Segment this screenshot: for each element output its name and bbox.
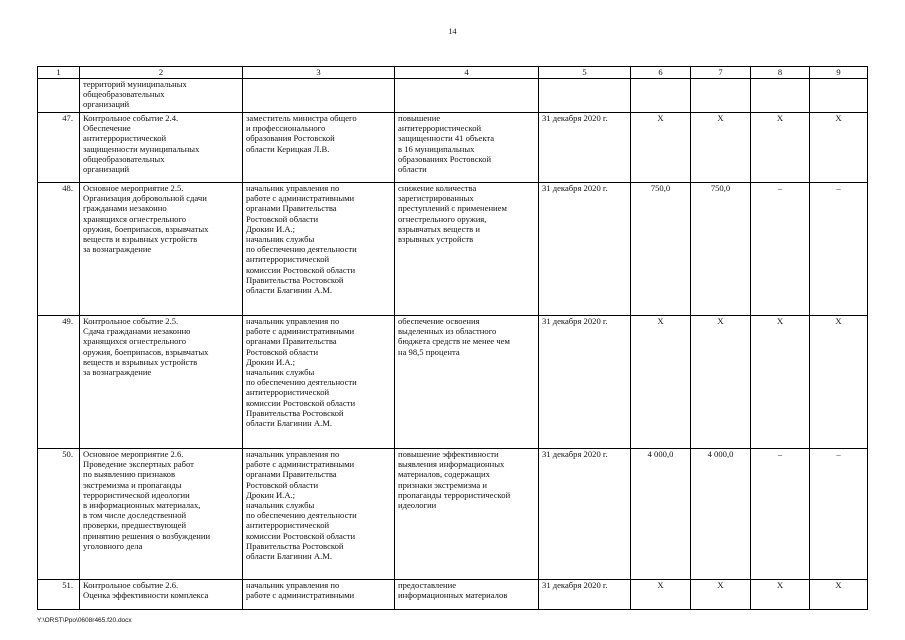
funding-value: Х	[776, 580, 784, 590]
file-path-footer: Y:\ORST\Ppo\0608r465.f20.docx	[37, 617, 132, 624]
responsible-person: начальник управления по работе с административными органами Правительства Ростовской области Дрокин И.А.; начальник службы по обеспечению деятельности антитеррористической комиссии Ростовской области Правительства Ростовской области Благинин А.М.	[246, 316, 357, 429]
funding-value: 4 000,0	[707, 449, 734, 459]
funding-value: Х	[835, 316, 842, 326]
due-date: 31 декабря 2020 г.	[542, 580, 608, 590]
expected-result: обеспечение освоения выделенных из областного бюджета средств не менее чем на 98,5 процента	[398, 316, 510, 357]
funding-value: –	[836, 449, 841, 459]
responsible-person: заместитель министра общего и профессионального образования Ростовской области Керицкая Л.В.	[246, 113, 357, 154]
due-date: 31 декабря 2020 г.	[542, 316, 608, 326]
expected-result: предоставление информационных материалов	[398, 580, 508, 601]
due-date: 31 декабря 2020 г.	[542, 113, 608, 123]
event-name: Контрольное событие 2.4. Обеспечение антитеррористической защищенности муниципальных общеобразовательных организаций	[83, 113, 200, 175]
funding-value: Х	[776, 316, 784, 326]
responsible-person: начальник управления по работе с административными органами Правительства Ростовской области Дрокин И.А.; начальник службы по обеспечению деятельности антитеррористической комиссии Ростовской области Правительства Ростовской области Благинин А.М.	[246, 449, 357, 562]
funding-value: 4 000,0	[647, 449, 674, 459]
row-number: 49.	[62, 316, 73, 326]
funding-value: 750,0	[710, 183, 731, 193]
expected-result: повышение эффективности выявления информационных материалов, содержащих признаки экстремизма и пропаганды террористической идеологии	[398, 449, 511, 511]
row-number: 50.	[62, 449, 73, 459]
column-number: 2	[80, 67, 243, 79]
table-row	[38, 316, 868, 449]
event-name: территорий муниципальных общеобразовательных организаций	[83, 79, 187, 110]
page-number: 14	[448, 27, 457, 36]
table-row	[38, 113, 868, 183]
column-number: 9	[810, 67, 868, 79]
column-number: 8	[751, 67, 810, 79]
event-name: Основное мероприятие 2.6. Проведение экспертных работ по выявлению признаков экстремизма и пропаганды террористической идеологии в информационных материалах, в том числе доследственной проверки, предшествующей принятию решения о возбуждении уголовного дела	[83, 449, 211, 551]
funding-value: Х	[657, 113, 664, 123]
program-events-table	[37, 66, 868, 610]
funding-value: Х	[776, 113, 784, 123]
funding-value: 750,0	[650, 183, 671, 193]
row-number: 51.	[62, 580, 73, 590]
column-number: 1	[38, 67, 80, 79]
column-number: 6	[631, 67, 691, 79]
table-row	[38, 183, 868, 316]
responsible-person: начальник управления по работе с административными органами Правительства Ростовской области Дрокин И.А.; начальник службы по обеспечению деятельности антитеррористической комиссии Ростовской области Правительства Ростовской области Благинин А.М.	[246, 183, 357, 296]
due-date: 31 декабря 2020 г.	[542, 449, 608, 459]
funding-value: Х	[717, 113, 724, 123]
funding-value: Х	[657, 580, 664, 590]
column-number: 5	[539, 67, 631, 79]
funding-value: Х	[657, 316, 664, 326]
table-row	[38, 79, 868, 113]
table-row	[38, 449, 868, 580]
column-number: 3	[243, 67, 395, 79]
funding-value: Х	[835, 580, 842, 590]
event-name: Основное мероприятие 2.5. Организация добровольной сдачи гражданами незаконно хранящихся огнестрельного оружия, боеприпасов, взрывчатых веществ и взрывных устройств за вознаграждение	[83, 183, 209, 255]
responsible-person: начальник управления по работе с административными	[246, 580, 355, 601]
funding-value: –	[777, 449, 783, 459]
column-number: 4	[395, 67, 539, 79]
funding-value: Х	[717, 316, 724, 326]
funding-value: Х	[717, 580, 724, 590]
due-date: 31 декабря 2020 г.	[542, 183, 608, 193]
funding-value: –	[777, 183, 783, 193]
column-number: 7	[691, 67, 751, 79]
funding-value: –	[836, 183, 841, 193]
table-row	[38, 580, 868, 610]
row-number: 47.	[62, 113, 73, 123]
event-name: Контрольное событие 2.5. Сдача гражданами незаконно хранящихся огнестрельного оружия, боеприпасов, взрывчатых веществ и взрывных устройств за вознаграждение	[83, 316, 209, 378]
column-number-row	[38, 67, 868, 79]
expected-result: повышение антитеррористической защищенности 41 объекта в 16 муниципальных образованиях Ростовской области	[398, 113, 495, 175]
event-name: Контрольное событие 2.6. Оценка эффективности комплекса	[83, 580, 209, 601]
row-number: 48.	[62, 183, 73, 193]
expected-result: снижение количества зарегистрированных преступлений с применением огнестрельного оружия, взрывчатых веществ и взрывных устройств	[398, 183, 507, 245]
funding-value: Х	[835, 113, 842, 123]
